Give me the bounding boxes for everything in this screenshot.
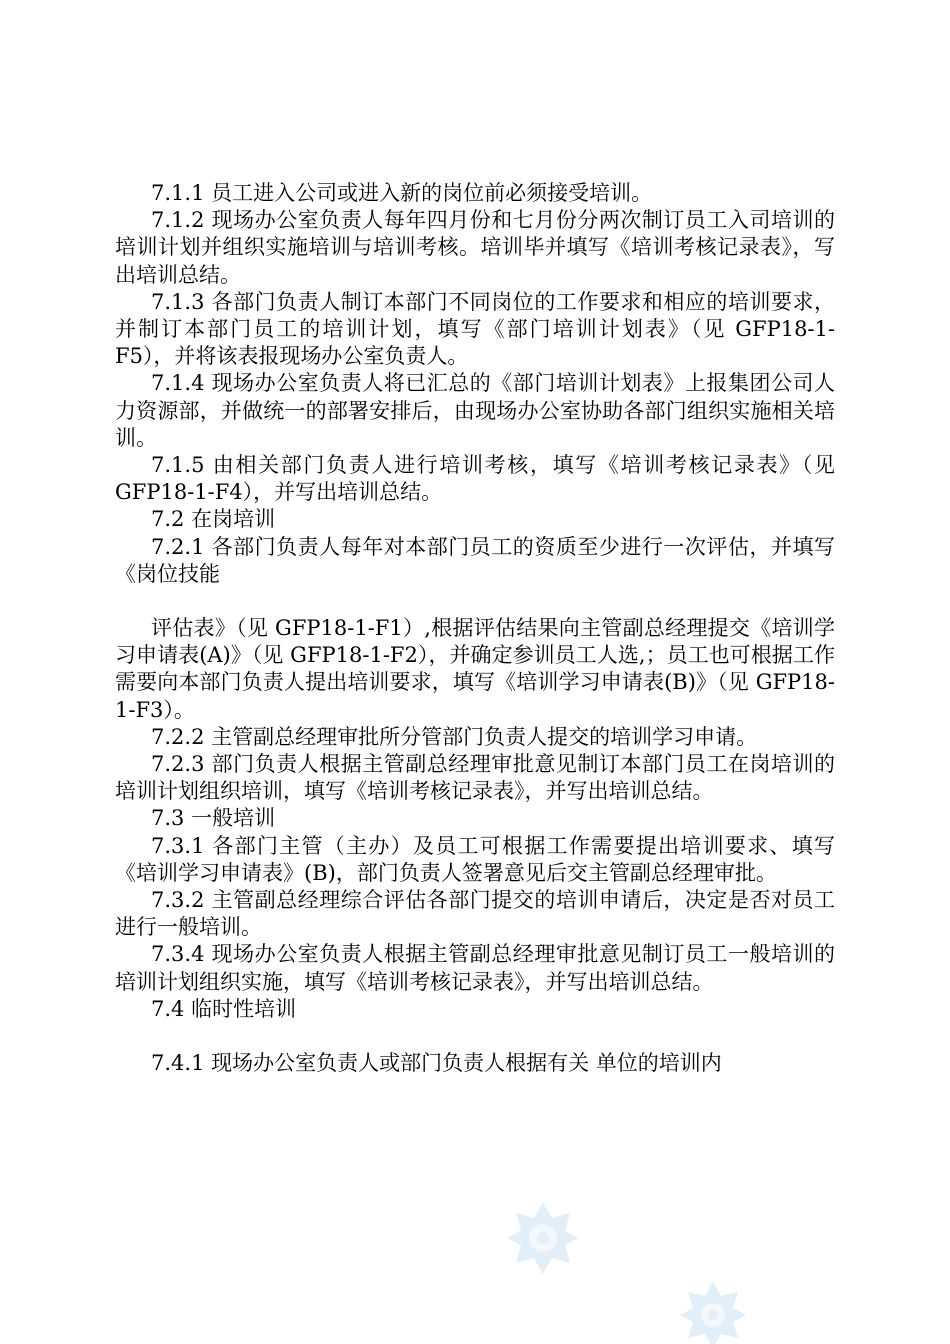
- section-heading-7-3: 7.3 一般培训: [151, 806, 276, 831]
- paragraph-7-2-2: 7.2.2 主管副总经理审批所分管部门负责人提交的培训学习申请。: [151, 724, 758, 749]
- paragraph-7-1-4: 7.1.4 现场办公室负责人将已汇总的《部门培训计划表》上报集团公司人力资源部，并做统一的部署安排后，由现场办公室协助各部门组织实施相关培训。: [115, 371, 835, 450]
- paragraph-7-3-2: 7.3.2 主管副总经理综合评估各部门提交的培训申请后，决定是否对员工进行一般培训。: [115, 888, 835, 940]
- paragraph-7-3-1: 7.3.1 各部门主管（主办）及员工可根据工作需要提出培训要求、填写《培训学习申请表》(B)，部门负责人签署意见后交主管副总经理审批。: [115, 833, 835, 885]
- paragraph-7-4-1: 7.4.1 现场办公室负责人或部门负责人根据有关 单位的培训内: [151, 1051, 722, 1076]
- paragraph-7-1-1: 7.1.1 员工进入公司或进入新的岗位前必须接受培训。: [151, 181, 653, 205]
- paragraph-7-2-1-continued: 评估表》（见 GFP18-1-F1）,根据评估结果向主管副总经理提交《培训学习申请表(A)》（见 GFP18-1-F2），并确定参训员工人选,；员工也可根据工作需要向本部门负责人提出培训要求，填写《培训学习申请表(B)》（见 GFP18-1-F3）。: [115, 616, 835, 722]
- paragraph-7-2-1: 7.2.1 各部门负责人每年对本部门员工的资质至少进行一次评估，并填写《岗位技能: [115, 534, 835, 586]
- document-body: [115, 180, 835, 1077]
- blank-line: [115, 588, 835, 615]
- paragraph-7-1-3: 7.1.3 各部门负责人制订本部门不同岗位的工作要求和相应的培训要求，并制订本部门员工的培训计划，填写《部门培训计划表》（见 GFP18-1-F5），并将该表报现场办公室负责人。: [115, 289, 835, 369]
- blank-line: [115, 1023, 835, 1050]
- paragraph-7-3-4: 7.3.4 现场办公室负责人根据主管副总经理审批意见制订员工一般培训的培训计划组织实施，填写《培训考核记录表》，并写出培训总结。: [115, 942, 835, 994]
- section-heading-7-4: 7.4 临时性培训: [151, 996, 297, 1021]
- paragraph-7-1-5: 7.1.5 由相关部门负责人进行培训考核，填写《培训考核记录表》（见 GFP18-1-F4），并写出培训总结。: [115, 453, 835, 505]
- paragraph-7-2-3: 7.2.3 部门负责人根据主管副总经理审批意见制订本部门员工在岗培训的培训计划组织培训，填写《培训考核记录表》，并写出培训总结。: [115, 752, 835, 804]
- section-heading-7-2: 7.2 在岗培训: [151, 507, 276, 532]
- paragraph-7-1-2: 7.1.2 现场办公室负责人每年四月份和七月份分两次制订员工入司培训的培训计划并组织实施培训与培训考核。培训毕并填写《培训考核记录表》，写出培训总结。: [115, 208, 835, 287]
- snowflake-watermark-icon: [505, 1200, 581, 1276]
- snowflake-watermark-icon: [678, 1280, 748, 1344]
